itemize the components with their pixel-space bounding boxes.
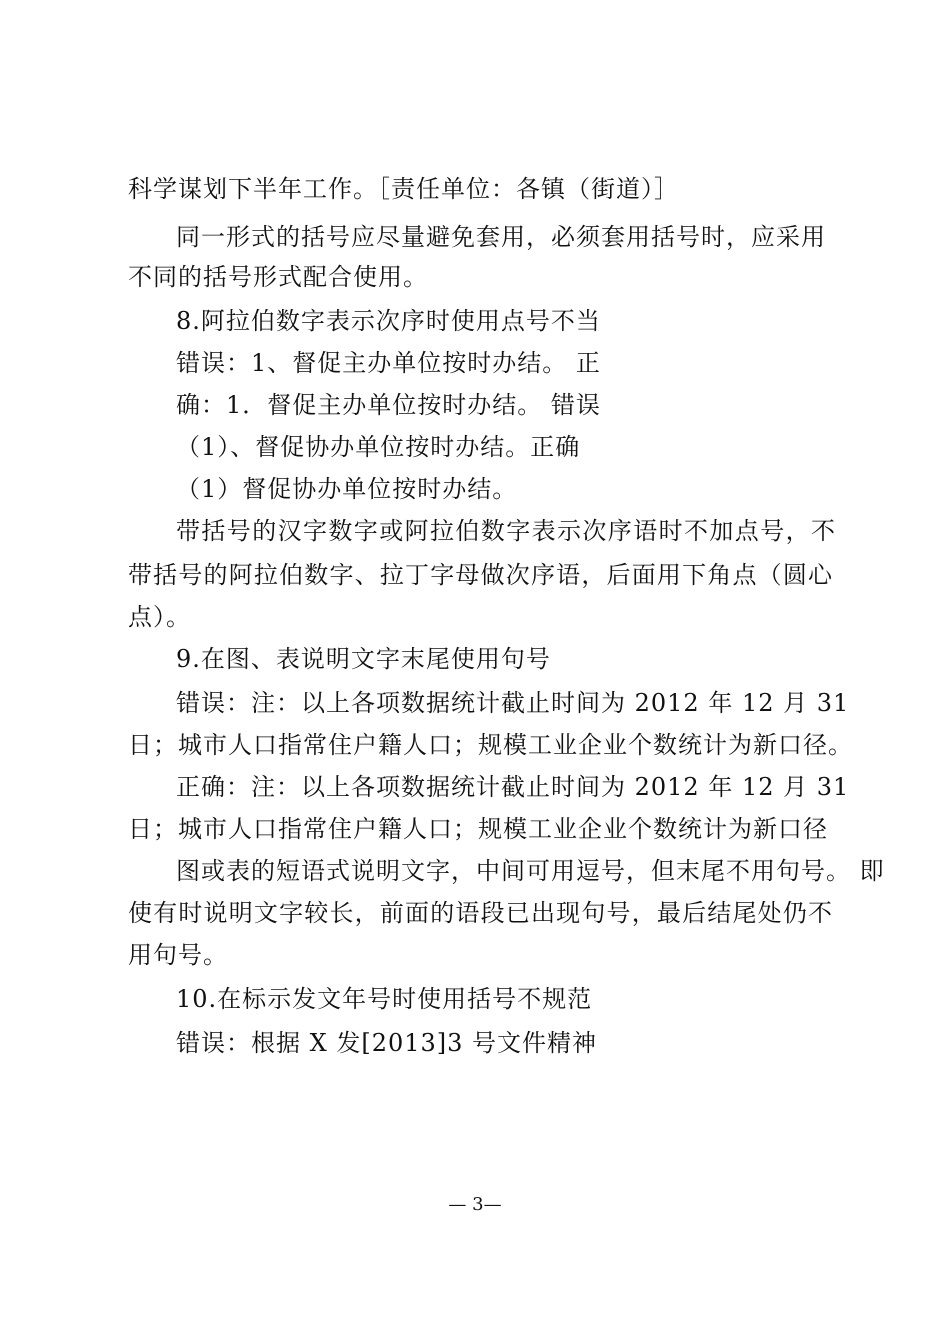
page-number: — 3—: [448, 1194, 502, 1215]
section-heading-9: 9.在图、表说明文字末尾使用句号: [176, 645, 551, 673]
text-line-18: 使有时说明文字较长，前面的语段已出现句号，最后结尾处仍不: [128, 899, 833, 927]
text-line-10: 带括号的阿拉伯数字、拉丁字母做次序语，后面用下角点（圆心: [128, 561, 833, 589]
text-line-3: 不同的括号形式配合使用。: [128, 263, 428, 291]
section-heading-8: 8.阿拉伯数字表示次序时使用点号不当: [176, 307, 601, 335]
text-line-1: 科学谋划下半年工作。［责任单位：各镇（街道）］: [128, 175, 679, 203]
text-line-21: 错误：根据 X 发[2013]3 号文件精神: [176, 1029, 598, 1057]
text-line-7: （1）、督促协办单位按时办结。正确: [176, 433, 581, 461]
text-line-9: 带括号的汉字数字或阿拉伯数字表示次序语时不加点号，不: [176, 517, 836, 545]
text-line-5: 错误：1、督促主办单位按时办结。 正: [176, 349, 601, 377]
text-line-19: 用句号。: [128, 941, 228, 969]
section-heading-10: 10.在标示发文年号时使用括号不规范: [176, 985, 593, 1013]
text-line-13: 错误：注：以上各项数据统计截止时间为 2012 年 12 月 31: [176, 689, 850, 717]
text-line-11: 点）。: [128, 603, 191, 631]
text-line-16: 日；城市人口指常住户籍人口；规模工业企业个数统计为新口径: [128, 815, 828, 843]
text-line-2: 同一形式的括号应尽量避免套用，必须套用括号时，应采用: [176, 223, 826, 251]
text-line-15: 正确：注：以上各项数据统计截止时间为 2012 年 12 月 31: [176, 773, 850, 801]
text-line-6: 确：1．督促主办单位按时办结。 错误: [176, 391, 601, 419]
text-line-8: （1）督促协办单位按时办结。: [176, 475, 518, 503]
text-line-14: 日；城市人口指常住户籍人口；规模工业企业个数统计为新口径。: [128, 731, 853, 759]
text-line-17: 图或表的短语式说明文字，中间可用逗号，但末尾不用句号。 即: [176, 857, 885, 885]
